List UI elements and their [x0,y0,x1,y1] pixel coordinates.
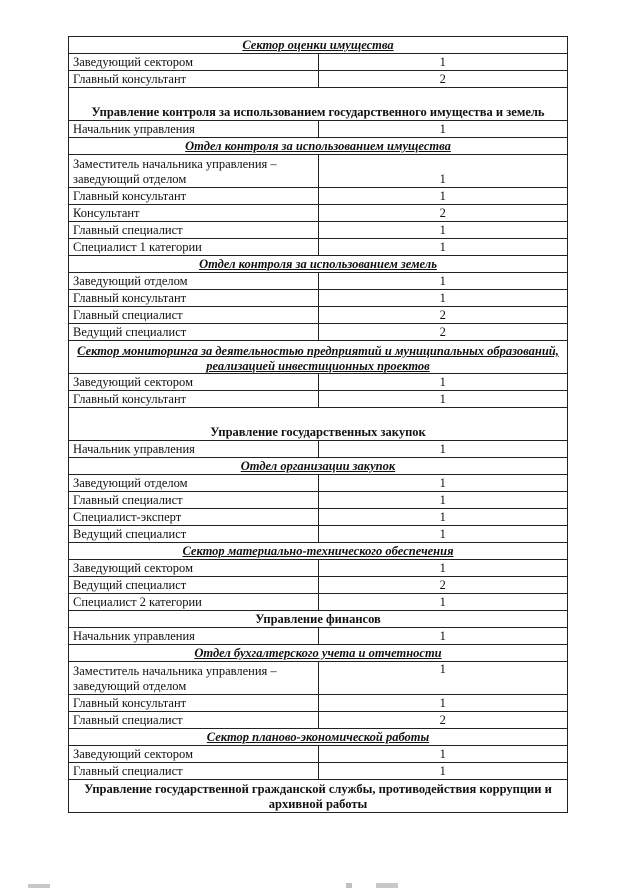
position-title: Специалист-эксперт [69,509,319,526]
section-row [69,341,568,374]
position-title: Заведующий сектором [69,54,319,71]
position-title: Заведующий сектором [69,560,319,577]
position-row [69,746,568,763]
department-title: Управление государственной гражданской службы, противодействия коррупции и архивной работы [69,780,568,813]
position-count: 1 [318,222,568,239]
scan-mark [28,884,50,888]
position-title: Специалист 1 категории [69,239,319,256]
position-row [69,662,568,695]
position-row [69,577,568,594]
position-row [69,763,568,780]
section-row [69,138,568,155]
position-count: 1 [318,628,568,645]
position-title: Главный консультант [69,188,319,205]
position-row [69,695,568,712]
section-row [69,729,568,746]
section-title: Сектор планово-экономической работы [69,729,568,746]
position-count: 1 [318,662,568,695]
position-row [69,290,568,307]
section-title: Сектор мониторинга за деятельностью предприятий и муниципальных образований, реализацией инвестиционных проектов [69,341,568,374]
position-row [69,54,568,71]
position-row [69,71,568,88]
position-row [69,239,568,256]
position-title: Главный консультант [69,71,319,88]
section-row [69,543,568,560]
department-title: Управление государственных закупок [69,408,568,441]
position-row [69,155,568,188]
position-count: 1 [318,560,568,577]
position-title: Заведующий отделом [69,475,319,492]
position-row [69,509,568,526]
position-row [69,205,568,222]
position-title: Главный специалист [69,712,319,729]
position-count: 2 [318,307,568,324]
department-row [69,88,568,121]
section-row [69,645,568,662]
position-count: 2 [318,205,568,222]
position-row [69,560,568,577]
position-row [69,628,568,645]
section-title: Сектор материально-технического обеспечения [69,543,568,560]
scan-mark [346,883,352,888]
position-count: 1 [318,155,568,188]
position-count: 2 [318,712,568,729]
position-title: Главный специалист [69,492,319,509]
position-row [69,475,568,492]
section-title: Сектор оценки имущества [69,37,568,54]
section-row [69,458,568,475]
section-title: Отдел контроля за использованием земель [69,256,568,273]
position-count: 1 [318,391,568,408]
department-title: Управление финансов [69,611,568,628]
position-count: 1 [318,239,568,256]
section-row [69,37,568,54]
position-title: Ведущий специалист [69,526,319,543]
position-count: 1 [318,695,568,712]
page-footer-scan-marks [28,882,608,891]
position-title: Заведующий отделом [69,273,319,290]
position-row [69,594,568,611]
position-row [69,712,568,729]
position-row [69,222,568,239]
staffing-table [68,36,568,813]
position-title: Главный специалист [69,763,319,780]
position-title: Заведующий сектором [69,374,319,391]
position-title: Ведущий специалист [69,577,319,594]
position-title: Консультант [69,205,319,222]
position-title: Главный консультант [69,695,319,712]
position-row [69,273,568,290]
position-count: 1 [318,492,568,509]
department-title: Управление контроля за использованием государственного имущества и земель [69,88,568,121]
position-count: 1 [318,188,568,205]
department-row [69,780,568,813]
position-count: 1 [318,526,568,543]
position-title: Заместитель начальника управления – заведующий отделом [69,155,319,188]
position-title: Главный специалист [69,307,319,324]
position-count: 2 [318,71,568,88]
scan-mark [376,883,398,888]
position-row [69,441,568,458]
position-row [69,324,568,341]
position-title: Заместитель начальника управления – заведующий отделом [69,662,319,695]
position-count: 1 [318,273,568,290]
position-title: Заведующий сектором [69,746,319,763]
section-row [69,256,568,273]
position-count: 1 [318,746,568,763]
position-count: 1 [318,290,568,307]
position-title: Главный специалист [69,222,319,239]
position-row [69,391,568,408]
position-count: 1 [318,763,568,780]
position-count: 1 [318,374,568,391]
position-count: 1 [318,121,568,138]
position-row [69,374,568,391]
position-title: Начальник управления [69,628,319,645]
position-count: 1 [318,509,568,526]
position-count: 1 [318,54,568,71]
section-title: Отдел бухгалтерского учета и отчетности [69,645,568,662]
section-title: Отдел организации закупок [69,458,568,475]
position-row [69,492,568,509]
position-count: 1 [318,441,568,458]
position-row [69,188,568,205]
position-count: 1 [318,475,568,492]
section-title: Отдел контроля за использованием имущества [69,138,568,155]
position-row [69,307,568,324]
department-row [69,611,568,628]
position-title: Начальник управления [69,121,319,138]
position-row [69,526,568,543]
position-title: Главный консультант [69,391,319,408]
position-count: 1 [318,594,568,611]
position-row [69,121,568,138]
position-count: 2 [318,577,568,594]
position-title: Ведущий специалист [69,324,319,341]
position-title: Начальник управления [69,441,319,458]
position-title: Специалист 2 категории [69,594,319,611]
position-count: 2 [318,324,568,341]
department-row [69,408,568,441]
position-title: Главный консультант [69,290,319,307]
